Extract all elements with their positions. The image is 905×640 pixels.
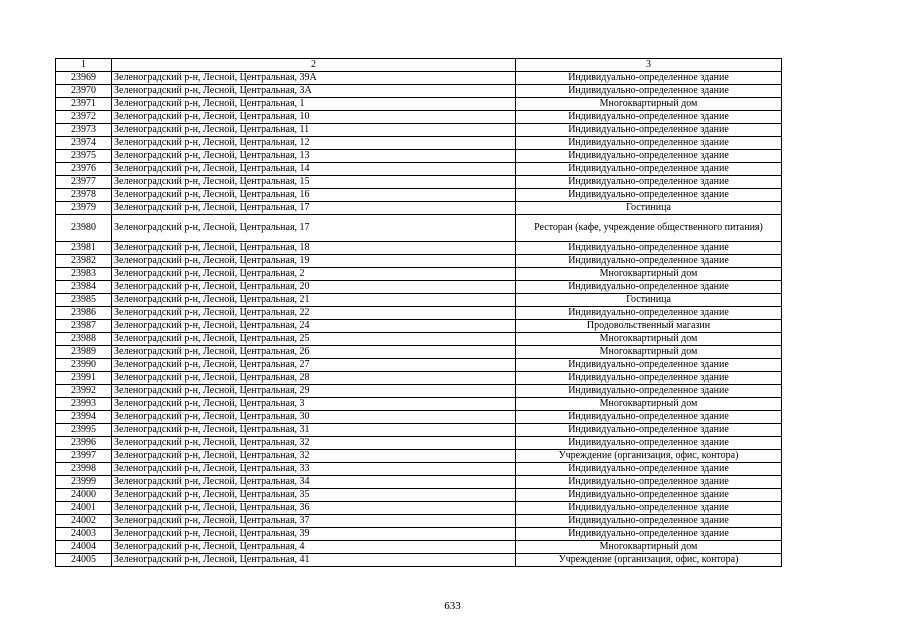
row-number: 23985 [56,294,112,307]
row-number: 23983 [56,268,112,281]
row-number: 23999 [56,476,112,489]
row-object-type: Индивидуально-определенное здание [516,124,782,137]
row-address: Зеленоградский р-н, Лесной, Центральная, 29 [112,385,516,398]
row-address: Зеленоградский р-н, Лесной, Центральная, 24 [112,320,516,333]
row-number: 23975 [56,150,112,163]
row-object-type: Индивидуально-определенное здание [516,72,782,85]
row-object-type: Индивидуально-определенное здание [516,189,782,202]
row-number: 23971 [56,98,112,111]
row-object-type: Индивидуально-определенное здание [516,411,782,424]
table-row [56,411,782,424]
table-row [56,359,782,372]
row-address: Зеленоградский р-н, Лесной, Центральная, 39 [112,528,516,541]
row-address: Зеленоградский р-н, Лесной, Центральная, 32 [112,437,516,450]
table-row [56,176,782,189]
table-row [56,398,782,411]
row-object-type: Индивидуально-определенное здание [516,111,782,124]
row-object-type: Индивидуально-определенное здание [516,385,782,398]
row-address: Зеленоградский р-н, Лесной, Центральная, 11 [112,124,516,137]
row-number: 23982 [56,255,112,268]
row-number: 23970 [56,85,112,98]
row-address: Зеленоградский р-н, Лесной, Центральная, 34 [112,476,516,489]
table-row [56,541,782,554]
row-address: Зеленоградский р-н, Лесной, Центральная, 17 [112,215,516,242]
row-number: 23992 [56,385,112,398]
table-row [56,346,782,359]
row-address: Зеленоградский р-н, Лесной, Центральная, 15 [112,176,516,189]
row-number: 23969 [56,72,112,85]
row-object-type: Индивидуально-определенное здание [516,163,782,176]
table-row [56,255,782,268]
row-number: 24003 [56,528,112,541]
row-object-type: Многоквартирный дом [516,541,782,554]
row-number: 24005 [56,554,112,567]
row-number: 23973 [56,124,112,137]
row-address: Зеленоградский р-н, Лесной, Центральная, 32 [112,450,516,463]
row-number: 24004 [56,541,112,554]
row-address: Зеленоградский р-н, Лесной, Центральная, 25 [112,333,516,346]
row-address: Зеленоградский р-н, Лесной, Центральная, 41 [112,554,516,567]
table-header-row [56,59,782,72]
row-object-type: Индивидуально-определенное здание [516,255,782,268]
table-row [56,476,782,489]
table-row [56,268,782,281]
table-row [56,554,782,567]
table-body [56,72,782,567]
row-address: Зеленоградский р-н, Лесной, Центральная, 37 [112,515,516,528]
row-address: Зеленоградский р-н, Лесной, Центральная, 33 [112,463,516,476]
row-address: Зеленоградский р-н, Лесной, Центральная, 30 [112,411,516,424]
row-object-type: Индивидуально-определенное здание [516,489,782,502]
row-object-type: Индивидуально-определенное здание [516,528,782,541]
row-number: 23991 [56,372,112,385]
table-row [56,463,782,476]
row-object-type: Многоквартирный дом [516,333,782,346]
table-row [56,424,782,437]
row-object-type: Индивидуально-определенное здание [516,150,782,163]
row-number: 24001 [56,502,112,515]
row-number: 23996 [56,437,112,450]
row-number: 24002 [56,515,112,528]
table-row [56,242,782,255]
row-address: Зеленоградский р-н, Лесной, Центральная, 3 [112,398,516,411]
table-row [56,333,782,346]
row-number: 23981 [56,242,112,255]
row-number: 23972 [56,111,112,124]
row-address: Зеленоградский р-н, Лесной, Центральная, 39А [112,72,516,85]
row-address: Зеленоградский р-н, Лесной, Центральная, 21 [112,294,516,307]
row-number: 23974 [56,137,112,150]
row-address: Зеленоградский р-н, Лесной, Центральная, 17 [112,202,516,215]
row-address: Зеленоградский р-н, Лесной, Центральная, 4 [112,541,516,554]
table-row [56,450,782,463]
row-object-type: Индивидуально-определенное здание [516,176,782,189]
table-row [56,307,782,320]
row-address: Зеленоградский р-н, Лесной, Центральная, 19 [112,255,516,268]
row-number: 23990 [56,359,112,372]
row-address: Зеленоградский р-н, Лесной, Центральная, 28 [112,372,516,385]
table-row [56,502,782,515]
row-number: 23995 [56,424,112,437]
row-address: Зеленоградский р-н, Лесной, Центральная, 2 [112,268,516,281]
row-address: Зеленоградский р-н, Лесной, Центральная, 16 [112,189,516,202]
row-address: Зеленоградский р-н, Лесной, Центральная, 13 [112,150,516,163]
row-number: 23987 [56,320,112,333]
row-number: 24000 [56,489,112,502]
table-row [56,202,782,215]
row-object-type: Индивидуально-определенное здание [516,502,782,515]
table-row [56,385,782,398]
row-object-type: Индивидуально-определенное здание [516,307,782,320]
row-object-type: Индивидуально-определенное здание [516,281,782,294]
row-address: Зеленоградский р-н, Лесной, Центральная, 18 [112,242,516,255]
row-object-type: Индивидуально-определенное здание [516,424,782,437]
row-object-type: Индивидуально-определенное здание [516,85,782,98]
row-address: Зеленоградский р-н, Лесной, Центральная, 26 [112,346,516,359]
table-row [56,137,782,150]
row-object-type: Учреждение (организация, офис, контора) [516,554,782,567]
table-row [56,215,782,242]
table-row [56,372,782,385]
table-row [56,111,782,124]
registry-table [55,58,782,567]
row-object-type: Индивидуально-определенное здание [516,372,782,385]
table-row [56,281,782,294]
table-row [56,163,782,176]
row-number: 23979 [56,202,112,215]
row-object-type: Продовольственный магазин [516,320,782,333]
table-row [56,437,782,450]
header-col-1: 1 [56,59,112,72]
row-address: Зеленоградский р-н, Лесной, Центральная, 10 [112,111,516,124]
row-number: 23977 [56,176,112,189]
table-row [56,98,782,111]
table-row [56,294,782,307]
row-object-type: Индивидуально-определенное здание [516,242,782,255]
page-number: 633 [444,600,461,612]
table-row [56,72,782,85]
row-number: 23994 [56,411,112,424]
row-object-type: Индивидуально-определенное здание [516,137,782,150]
table-row [56,189,782,202]
row-address: Зеленоградский р-н, Лесной, Центральная, 36 [112,502,516,515]
table-row [56,528,782,541]
table-row [56,515,782,528]
row-object-type: Многоквартирный дом [516,98,782,111]
row-object-type: Индивидуально-определенное здание [516,437,782,450]
row-object-type: Индивидуально-определенное здание [516,515,782,528]
table-row [56,489,782,502]
row-number: 23988 [56,333,112,346]
row-number: 23998 [56,463,112,476]
row-address: Зеленоградский р-н, Лесной, Центральная, 14 [112,163,516,176]
row-object-type: Гостиница [516,202,782,215]
row-object-type: Индивидуально-определенное здание [516,359,782,372]
row-object-type: Многоквартирный дом [516,268,782,281]
row-address: Зеленоградский р-н, Лесной, Центральная, 27 [112,359,516,372]
row-address: Зеленоградский р-н, Лесной, Центральная, 31 [112,424,516,437]
row-object-type: Индивидуально-определенное здание [516,476,782,489]
row-number: 23997 [56,450,112,463]
row-object-type: Гостиница [516,294,782,307]
row-address: Зеленоградский р-н, Лесной, Центральная, 3А [112,85,516,98]
row-number: 23976 [56,163,112,176]
header-col-2: 2 [112,59,516,72]
row-number: 23986 [56,307,112,320]
table-row [56,320,782,333]
row-address: Зеленоградский р-н, Лесной, Центральная, 35 [112,489,516,502]
row-address: Зеленоградский р-н, Лесной, Центральная, 22 [112,307,516,320]
row-address: Зеленоградский р-н, Лесной, Центральная, 1 [112,98,516,111]
table-row [56,124,782,137]
row-object-type: Учреждение (организация, офис, контора) [516,450,782,463]
row-address: Зеленоградский р-н, Лесной, Центральная, 12 [112,137,516,150]
table-row [56,150,782,163]
row-object-type: Ресторан (кафе, учреждение общественного питания) [516,215,782,242]
row-number: 23984 [56,281,112,294]
row-object-type: Многоквартирный дом [516,398,782,411]
row-number: 23978 [56,189,112,202]
row-address: Зеленоградский р-н, Лесной, Центральная, 20 [112,281,516,294]
row-number: 23989 [56,346,112,359]
row-object-type: Многоквартирный дом [516,346,782,359]
row-object-type: Индивидуально-определенное здание [516,463,782,476]
table-row [56,85,782,98]
header-col-3: 3 [516,59,782,72]
row-number: 23993 [56,398,112,411]
row-number: 23980 [56,215,112,242]
